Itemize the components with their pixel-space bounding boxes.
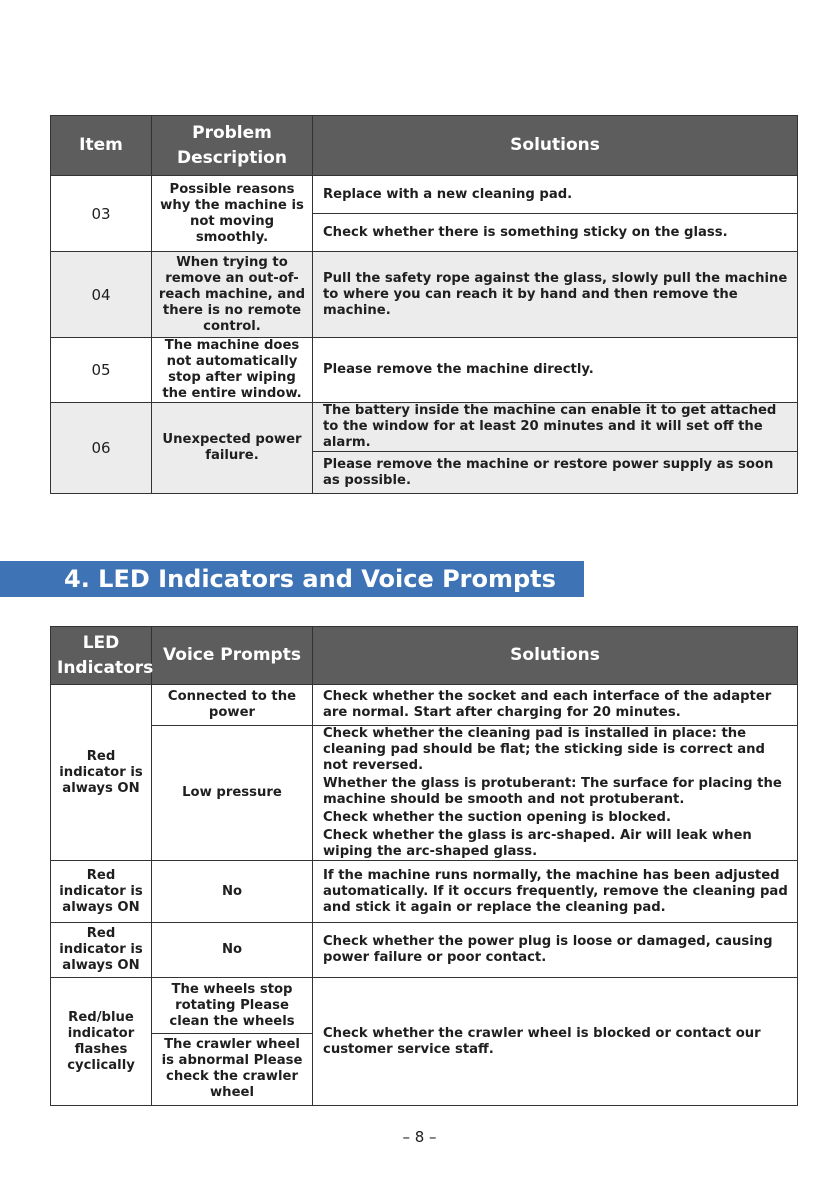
- table-header-row: [51, 627, 798, 685]
- voice-prompt-group: [152, 978, 313, 1106]
- item-number: 05: [51, 338, 152, 403]
- led-indicator: Red/blue indicator flashes cyclically: [51, 978, 152, 1106]
- voice-prompt: The crawler wheel is abnormal Please check the crawler wheel: [152, 1033, 312, 1105]
- header-solutions: Solutions: [313, 627, 798, 685]
- table-header-row: [51, 116, 798, 176]
- header-item: Item: [51, 116, 152, 176]
- table-row: [51, 726, 798, 861]
- header-problem: Problem Description: [152, 116, 313, 176]
- solution-text: The battery inside the machine can enable it to get attached to the window for at least 20 minutes and it will set off the alarm.: [313, 403, 798, 452]
- table-row: [51, 176, 798, 214]
- led-indicator: Red indicator is always ON: [51, 861, 152, 923]
- problem-description: Possible reasons why the machine is not moving smoothly.: [152, 176, 313, 252]
- solution-text: Check whether the power plug is loose or damaged, causing power failure or poor contact.: [313, 923, 798, 978]
- section-title: 4. LED Indicators and Voice Prompts: [0, 561, 584, 597]
- item-number: 03: [51, 176, 152, 252]
- item-number: 04: [51, 252, 152, 338]
- page-number: – 8 –: [402, 1128, 437, 1146]
- voice-prompt: No: [152, 923, 313, 978]
- led-indicators-table: [50, 626, 798, 1106]
- header-solutions: Solutions: [313, 116, 798, 176]
- problem-description: The machine does not automatically stop after wiping the entire window.: [152, 338, 313, 403]
- solution-text: If the machine runs normally, the machine has been adjusted automatically. If it occurs frequently, remove the cleaning pad and stick it again or replace the cleaning pad.: [313, 861, 798, 923]
- voice-prompt: Low pressure: [152, 726, 313, 861]
- voice-prompt: No: [152, 861, 313, 923]
- problem-description: Unexpected power failure.: [152, 403, 313, 494]
- solution-text: Check whether the socket and each interface of the adapter are normal. Start after charging for 20 minutes.: [313, 685, 798, 726]
- solution-list: [313, 726, 798, 861]
- solution-text: Pull the safety rope against the glass, slowly pull the machine to where you can reach it by hand and then remove the machine.: [313, 252, 798, 338]
- solution-text: Replace with a new cleaning pad.: [313, 176, 798, 214]
- table-row: [51, 252, 798, 338]
- solution-text: Check whether the crawler wheel is blocked or contact our customer service staff.: [313, 978, 798, 1106]
- table-row: [51, 861, 798, 923]
- problem-description: When trying to remove an out-of-reach machine, and there is no remote control.: [152, 252, 313, 338]
- item-number: 06: [51, 403, 152, 494]
- troubleshooting-table: [50, 115, 798, 494]
- voice-prompt: Connected to the power: [152, 685, 313, 726]
- table-row: [51, 978, 798, 1106]
- solution-text: Check whether there is something sticky on the glass.: [313, 214, 798, 252]
- header-led: LED Indicators: [51, 627, 152, 685]
- solution-text: Check whether the cleaning pad is installed in place: the cleaning pad should be flat; the sticking side is correct and not reversed.: [323, 726, 765, 773]
- led-indicator: Red indicator is always ON: [51, 923, 152, 978]
- table-row: [51, 685, 798, 726]
- solution-text: Check whether the suction opening is blocked.: [323, 810, 671, 825]
- table-row: [51, 923, 798, 978]
- header-voice: Voice Prompts: [152, 627, 313, 685]
- table-row: [51, 338, 798, 403]
- table-row: [51, 403, 798, 452]
- voice-prompt: The wheels stop rotating Please clean the wheels: [169, 982, 295, 1029]
- solution-text: Please remove the machine or restore power supply as soon as possible.: [313, 452, 798, 494]
- led-indicator: Red indicator is always ON: [51, 685, 152, 861]
- solution-text: Whether the glass is protuberant: The surface for placing the machine should be smooth and not protuberant.: [323, 776, 782, 807]
- solution-text: Check whether the glass is arc-shaped. Air will leak when wiping the arc-shaped glass.: [323, 828, 752, 859]
- solution-text: Please remove the machine directly.: [313, 338, 798, 403]
